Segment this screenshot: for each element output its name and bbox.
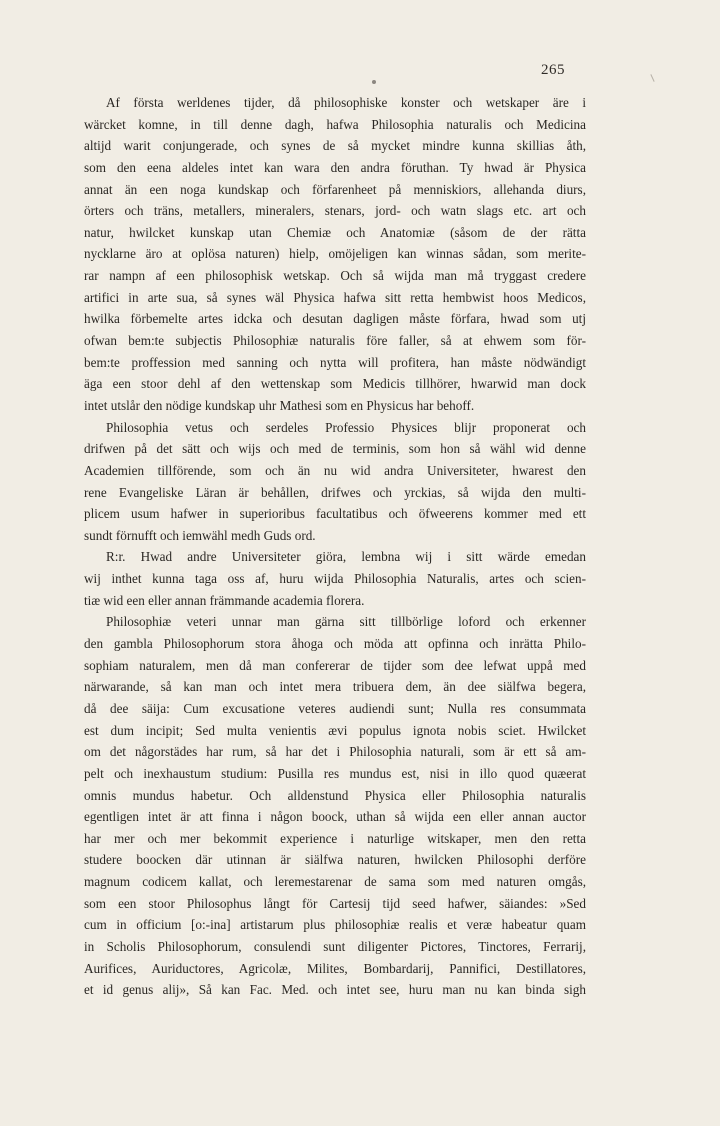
text-line: cum in officium [o:-ina] artistarum plus philosophiæ realis et veræ habeatur quam [84, 917, 586, 933]
text-line: närwarande, så kan man och intet mera tribuera dem, än dee siälfwa begera, [84, 679, 586, 695]
text-line: rar nampn af een philosophisk wetskap. Och så wijda man må tryggast credere [84, 268, 586, 284]
text-line: ofwan bem:te subjectis Philosophiæ naturalis före faller, så at ehwem som för- [84, 333, 586, 349]
text-line: et id genus alij», Så kan Fac. Med. och intet see, huru man nu kan binda sigh [84, 982, 586, 998]
text-line: egentligen intet är att finna i någon boock, uthan så wijda een eller annan auctor [84, 809, 586, 825]
text-line: R:r. Hwad andre Universiteter giöra, lembna wij i sitt wärde emedan [106, 549, 586, 565]
text-line: som een stoor Philosophus långt för Cartesij tijd seed hafwer, säiandes: »Sed [84, 895, 586, 911]
text-line: hwilka förbemelte artes idcka och desutan dagligen måste förfara, hwad som utj [84, 311, 586, 327]
text-line: äga een stoor dehl af den wettenskap som Medicis tillhörer, hwarwid man dock [84, 376, 586, 392]
text-line: plicem usum hafwer in superioribus facultatibus och öfweerens kommer med ett [84, 506, 586, 522]
text-line: sundt förnufft och iemwähl medh Guds ord. [84, 527, 316, 543]
body-text [84, 92, 586, 1001]
text-line: om det någorstädes har rum, så har det i Philosophia naturali, som är ett så am- [84, 744, 586, 760]
text-line: Philosophiæ veteri unnar man gärna sitt tillbörlige loford och erkenner [106, 614, 586, 630]
text-line: magnum codicem kallat, och leremestarenar de sama som med naturen omgås, [84, 874, 586, 890]
text-line: pelt och inexhaustum studium: Pusilla res mundus est, nisi in illo quod quæerat [84, 765, 586, 781]
text-line: in Scholis Philosophorum, consulendi sunt diligenter Pictores, Tinctores, Ferrarij, [84, 938, 586, 954]
text-line: annat än een noga kundskap och förfarenheet på menniskiors, allehanda diurs, [84, 181, 586, 197]
text-line: sophiam naturalem, men då man confererar de tijder som dee lefwat uppå med [84, 657, 586, 673]
text-line: omnis mundus habetur. Och alldenstund Physica eller Philosophia naturalis [84, 787, 586, 803]
text-line: tiæ wid een eller annan främmande academia florera. [84, 592, 365, 608]
text-line: altijd warit conjungerade, och synes de så mycket mindre kunna skillias åth, [84, 138, 586, 154]
text-line: Af första werldenes tijder, då philosophiske konster och wetskaper äre i [106, 95, 586, 110]
text-line: som den eena aldeles intet kan wara den andra föruthan. Ty hwad är Physica [84, 159, 586, 175]
text-line: Philosophia vetus och serdeles Professio Physices blijr proponerat och [106, 419, 586, 435]
text-line: drifwen på det sätt och wijs och med de terminis, som hon så wähl wid denne [84, 441, 586, 457]
text-line: studere boocken där utinnan är siälfwa naturen, hwilcken Philosophi derföre [84, 852, 586, 868]
text-line: bem:te proffession med sanning och nytta will profitera, han måste nödwändigt [84, 354, 586, 370]
text-line: est dum incipit; Sed multa venientis ævi populus ignota nobis sciet. Hwilcket [84, 722, 586, 738]
margin-mark [650, 74, 654, 82]
ink-dot [372, 80, 376, 84]
text-line: då dee säija: Cum excusatione veteres audiendi sunt; Nulla res consummata [84, 700, 586, 716]
text-line: intet utslår den nödige kundskap uhr Mathesi som en Physicus har behoff. [84, 397, 475, 413]
text-line: Aurifices, Auriductores, Agricolæ, Milites, Bombardarij, Pannifici, Destillatores, [84, 960, 586, 976]
page-number: 265 [541, 62, 565, 78]
text-line: har mer och mer bekommit experience i naturlige witskaper, men den retta [84, 830, 586, 846]
text-line: Academien tillförende, som och än nu wid andra Universiteter, hwarest den [84, 462, 586, 478]
text-line: nycklarne äro at oplösa naturen) hielp, omöjeligen kan winnas sådan, som merite- [84, 246, 586, 262]
text-line: natur, hwilcket kunskap utan Chemiæ och Anatomiæ (såsom de der rätta [84, 224, 586, 240]
text-line: wij inthet kunna taga oss af, huru wijda Philosophia Naturalis, artes och scien- [84, 571, 586, 587]
text-line: rene Evangeliske Läran är behållen, drifwes och yrckias, så wijda den multi- [84, 484, 586, 500]
text-line: den gambla Philosophorum stora åhoga och möda att opfinna och inrätta Philo- [84, 636, 586, 652]
text-line: örters och träns, metallers, mineralers, stenars, jord- och watn slags etc. art och [84, 203, 586, 219]
text-line: wärcket komne, in till denne dagh, hafwa Philosophia naturalis och Medicina [84, 116, 586, 132]
text-line: artifici in arte sua, så synes wäl Physica hafwa sitt retta hembwist hoos Medicos, [84, 289, 586, 305]
